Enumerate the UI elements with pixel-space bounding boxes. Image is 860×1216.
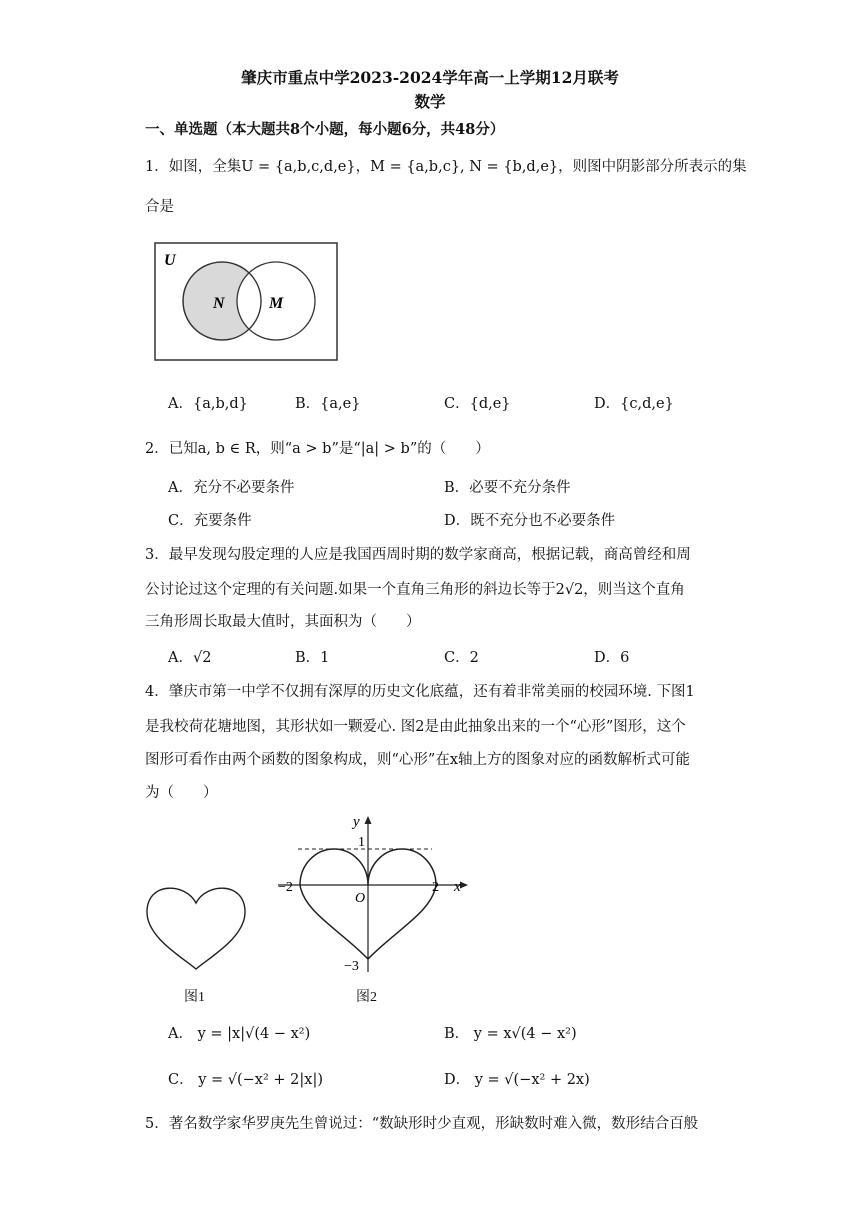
origin-label: O: [355, 891, 366, 906]
tick-label-1: 1: [358, 835, 365, 850]
n-label: N: [213, 295, 225, 312]
x-axis-arrow-icon: [460, 882, 468, 889]
q1-stem-line2: 合是: [145, 199, 174, 215]
tick-label-2: 2: [432, 880, 439, 895]
q5-stem-line1: 5．著名数学家华罗庚先生曾说过：“数缺形时少直观，形缺数时难入微，数形结合百般: [145, 1116, 699, 1132]
q2-option-a: A．充分不必要条件: [168, 480, 295, 496]
q1-option-a: A．{a,b,d}: [168, 396, 248, 412]
q2-option-d: D．既不充分也不必要条件: [444, 513, 616, 529]
q1-option-c: C．{d,e}: [444, 396, 511, 412]
venn-diagram: [150, 238, 345, 366]
y-axis-label: y: [353, 814, 360, 830]
q1-stem-line1: 1．如图，全集U = {a,b,c,d,e}，M = {a,b,c}, N = {b,d,e}，则图中阴影部分所表示的集: [145, 159, 747, 175]
q2-option-b: B．必要不充分条件: [444, 480, 571, 496]
subject-title: 数学: [414, 92, 446, 111]
page-title: 肇庆市重点中学2023-2024学年高一上学期12月联考: [241, 68, 619, 87]
q4-option-c: C． y = √(−x² + 2|x|): [168, 1072, 323, 1088]
heart-graph-figure-2: [270, 812, 475, 977]
x-axis-label: x: [454, 879, 461, 895]
q4-stem-line3: 图形可看作由两个函数的图象构成，则“心形”在x轴上方的图象对应的函数解析式可能: [145, 752, 690, 768]
tick-label-neg3: −3: [344, 959, 359, 974]
q4-option-b: B． y = x√(4 − x²): [444, 1026, 577, 1042]
q3-option-d: D．6: [594, 650, 630, 666]
tick-label-neg2: −2: [278, 880, 293, 895]
q4-stem-line1: 4．肇庆市第一中学不仅拥有深厚的历史文化底蕴，还有着非常美丽的校园环境. 下图1: [145, 684, 695, 700]
q4-option-a: A． y = |x|√(4 − x²): [168, 1026, 311, 1042]
q1-option-d: D．{c,d,e}: [594, 396, 674, 412]
q4-stem-line4: 为（ ）: [145, 785, 218, 801]
q1-option-b: B．{a,e}: [295, 396, 361, 412]
q3-option-a: A．√2: [168, 650, 212, 666]
q3-stem-line3: 三角形周长取最大值时，其面积为（ ）: [145, 614, 421, 630]
q2-stem: 2．已知a, b ∈ R，则“a > b”是“|a| > b”的（ ）: [145, 441, 490, 457]
q3-option-b: B．1: [295, 650, 330, 666]
y-axis-arrow-icon: [365, 816, 372, 824]
q2-option-c: C．充要条件: [168, 513, 252, 529]
q4-stem-line2: 是我校荷花塘地图，其形状如一颗爱心. 图2是由此抽象出来的一个“心形”图形，这个: [145, 719, 686, 735]
q3-stem-line1: 3．最早发现勾股定理的人应是我国西周时期的数学家商高，根据记载，商高曾经和周: [145, 547, 691, 563]
q4-option-d: D． y = √(−x² + 2x): [444, 1072, 590, 1088]
q3-option-c: C．2: [444, 650, 479, 666]
heart-figure-1: [140, 875, 252, 975]
m-label: M: [269, 295, 284, 312]
figure-2-caption: 图2: [356, 990, 377, 1005]
section-heading: 一、单选题（本大题共8个小题，每小题6分，共48分）: [145, 121, 505, 138]
u-label: U: [164, 252, 176, 269]
figure-1-caption: 图1: [184, 990, 205, 1005]
q3-stem-line2: 公讨论过这个定理的有关问题.如果一个直角三角形的斜边长等于2√2，则当这个直角: [145, 582, 685, 598]
